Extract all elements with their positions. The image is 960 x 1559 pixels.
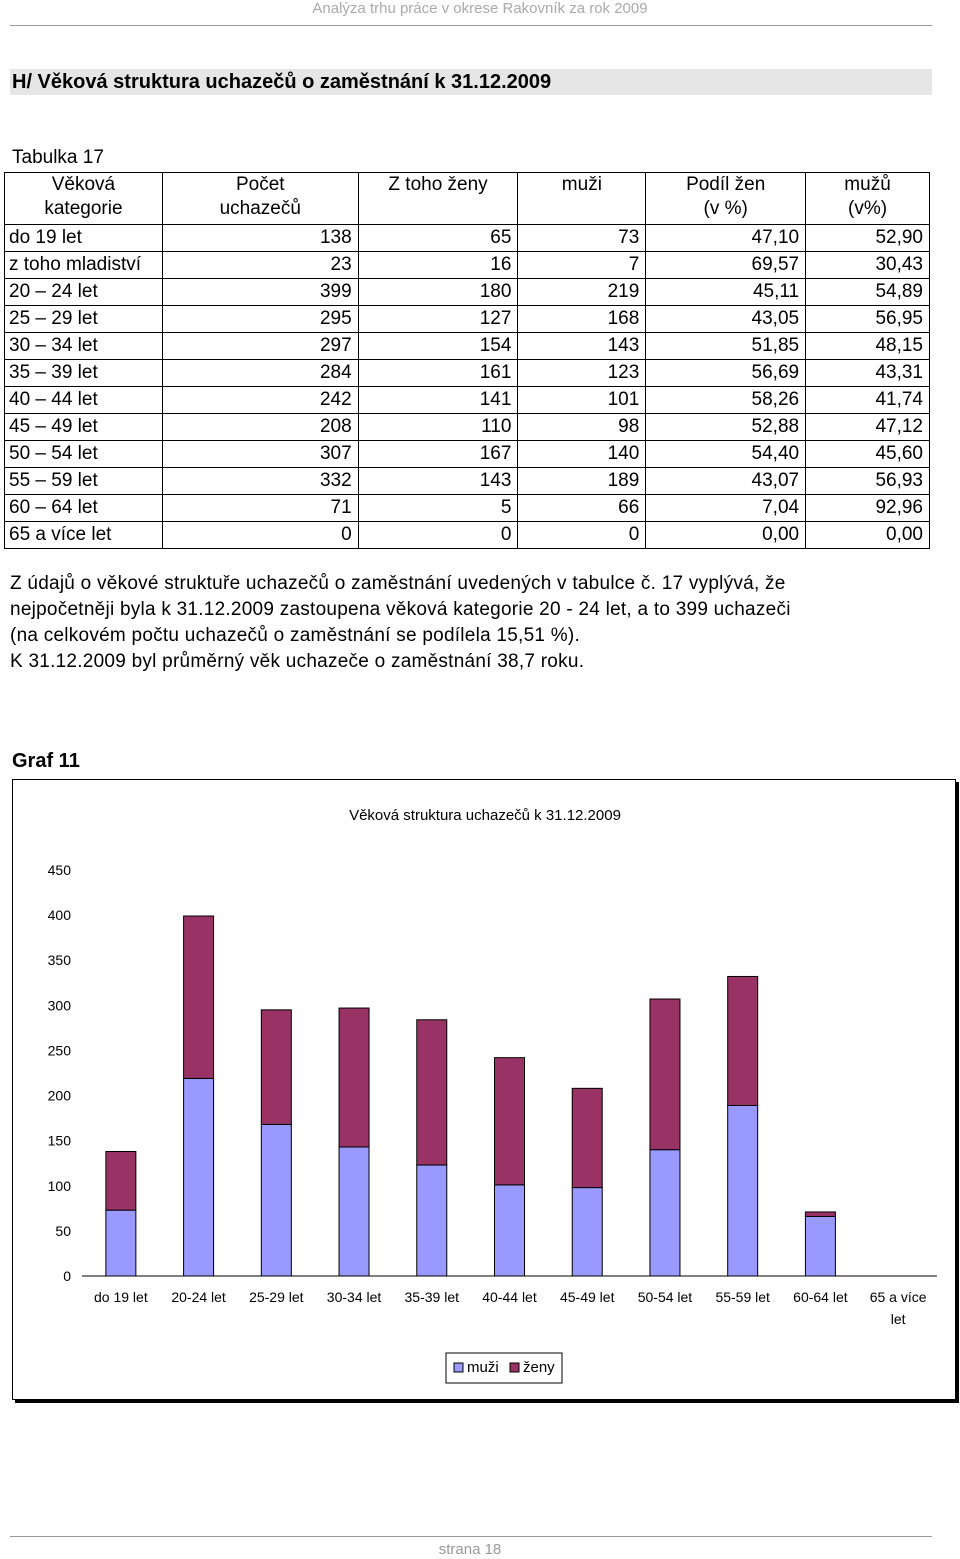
bar-segment-zeny <box>805 1212 835 1217</box>
table-row <box>5 414 930 441</box>
age-category-cell: 30 – 34 let <box>5 333 163 360</box>
x-tick-label: 60-64 let <box>793 1289 848 1305</box>
table-row <box>5 333 930 360</box>
value-cell: 30,43 <box>806 252 930 279</box>
bar-segment-zeny <box>261 1010 291 1125</box>
bar-segment-zeny <box>495 1058 525 1185</box>
value-cell: 52,88 <box>646 414 806 441</box>
bar-segment-muzi <box>261 1124 291 1276</box>
x-tick-label: 25-29 let <box>249 1289 304 1305</box>
value-cell: 332 <box>162 468 358 495</box>
x-tick-label: 65 a více let <box>869 1289 927 1327</box>
column-header-men-share: mužů (v%) <box>806 173 930 225</box>
y-tick-label: 200 <box>47 1087 71 1104</box>
x-tick-label: 50-54 let <box>637 1289 693 1305</box>
value-cell: 48,15 <box>806 333 930 360</box>
value-cell: 101 <box>518 387 646 414</box>
age-category-cell: do 19 let <box>5 225 163 252</box>
value-cell: 399 <box>162 279 358 306</box>
table-row <box>5 495 930 522</box>
bar-segment-muzi <box>650 1150 680 1276</box>
value-cell: 168 <box>518 306 646 333</box>
x-tick-label: 20-24 let <box>171 1289 226 1305</box>
value-cell: 56,95 <box>806 306 930 333</box>
value-cell: 138 <box>162 225 358 252</box>
value-cell: 189 <box>518 468 646 495</box>
age-category-cell: 45 – 49 let <box>5 414 163 441</box>
age-category-cell: 55 – 59 let <box>5 468 163 495</box>
value-cell: 143 <box>518 333 646 360</box>
value-cell: 71 <box>162 495 358 522</box>
graph-caption: Graf 11 <box>12 750 80 772</box>
value-cell: 56,93 <box>806 468 930 495</box>
value-cell: 58,26 <box>646 387 806 414</box>
column-header-men: muži <box>518 173 646 225</box>
value-cell: 43,07 <box>646 468 806 495</box>
bar-segment-muzi <box>184 1078 214 1276</box>
section-heading: H/ Věková struktura uchazečů o zaměstnání k 31.12.2009 <box>10 69 932 95</box>
value-cell: 47,12 <box>806 414 930 441</box>
value-cell: 47,10 <box>646 225 806 252</box>
age-category-cell: 20 – 24 let <box>5 279 163 306</box>
value-cell: 0 <box>162 522 358 549</box>
bar-segment-zeny <box>106 1151 136 1210</box>
summary-line: Z údajů o věkové struktuře uchazečů o zaměstnání uvedených v tabulce č. 17 vyplývá, že <box>10 573 786 594</box>
column-header-women-share: Podíl žen (v %) <box>646 173 806 225</box>
bar-segment-zeny <box>184 916 214 1078</box>
bar-segment-zeny <box>728 976 758 1105</box>
value-cell: 140 <box>518 441 646 468</box>
legend-swatch-muzi <box>454 1363 463 1372</box>
table-row <box>5 252 930 279</box>
y-tick-label: 0 <box>63 1268 71 1284</box>
bar-segment-muzi <box>106 1210 136 1276</box>
value-cell: 54,40 <box>646 441 806 468</box>
value-cell: 7 <box>518 252 646 279</box>
column-header-women: Z toho ženy <box>358 173 518 225</box>
x-tick-label: do 19 let <box>94 1289 148 1305</box>
value-cell: 56,69 <box>646 360 806 387</box>
bar-segment-muzi <box>339 1147 369 1276</box>
table-row <box>5 522 930 549</box>
value-cell: 219 <box>518 279 646 306</box>
value-cell: 295 <box>162 306 358 333</box>
value-cell: 167 <box>358 441 518 468</box>
table-row <box>5 360 930 387</box>
value-cell: 54,89 <box>806 279 930 306</box>
x-tick-label: 55-59 let <box>715 1289 770 1305</box>
value-cell: 161 <box>358 360 518 387</box>
value-cell: 43,05 <box>646 306 806 333</box>
x-tick-label: 45-49 let <box>559 1289 615 1305</box>
y-tick-label: 50 <box>55 1222 71 1239</box>
value-cell: 141 <box>358 387 518 414</box>
chart-title: Věková struktura uchazečů k 31.12.2009 <box>349 807 621 824</box>
table-row <box>5 441 930 468</box>
table-row <box>5 306 930 333</box>
column-header-age-category: Věková kategorie <box>5 173 163 225</box>
table-row <box>5 387 930 414</box>
column-header-applicants: Počet uchazečů <box>162 173 358 225</box>
value-cell: 284 <box>162 360 358 387</box>
value-cell: 41,74 <box>806 387 930 414</box>
header-divider <box>10 25 932 26</box>
value-cell: 7,04 <box>646 495 806 522</box>
value-cell: 69,57 <box>646 252 806 279</box>
value-cell: 5 <box>358 495 518 522</box>
value-cell: 65 <box>358 225 518 252</box>
y-tick-label: 250 <box>47 1042 71 1059</box>
table-row <box>5 468 930 495</box>
value-cell: 0 <box>518 522 646 549</box>
y-tick-label: 150 <box>47 1132 71 1149</box>
value-cell: 66 <box>518 495 646 522</box>
value-cell: 208 <box>162 414 358 441</box>
value-cell: 92,96 <box>806 495 930 522</box>
value-cell: 45,60 <box>806 441 930 468</box>
table-row <box>5 279 930 306</box>
y-tick-label: 400 <box>47 907 71 924</box>
running-header: Analýza trhu práce v okrese Rakovník za rok 2009 <box>312 0 648 17</box>
value-cell: 16 <box>358 252 518 279</box>
value-cell: 307 <box>162 441 358 468</box>
stacked-bar-chart <box>13 780 957 1401</box>
table-row <box>5 225 930 252</box>
summary-line: K 31.12.2009 byl průměrný věk uchazeče o zaměstnání 38,7 roku. <box>10 651 585 672</box>
value-cell: 123 <box>518 360 646 387</box>
bar-segment-muzi <box>495 1185 525 1276</box>
x-tick-label: 35-39 let <box>404 1289 460 1305</box>
table-caption: Tabulka 17 <box>12 147 104 168</box>
value-cell: 180 <box>358 279 518 306</box>
value-cell: 297 <box>162 333 358 360</box>
value-cell: 0,00 <box>646 522 806 549</box>
age-category-cell: 35 – 39 let <box>5 360 163 387</box>
age-category-cell: 50 – 54 let <box>5 441 163 468</box>
age-category-cell: 65 a více let <box>5 522 163 549</box>
value-cell: 143 <box>358 468 518 495</box>
value-cell: 52,90 <box>806 225 930 252</box>
age-category-cell: 40 – 44 let <box>5 387 163 414</box>
age-category-cell: z toho mladiství <box>5 252 163 279</box>
value-cell: 242 <box>162 387 358 414</box>
bar-segment-muzi <box>728 1105 758 1276</box>
bar-segment-muzi <box>805 1216 835 1276</box>
legend-label-zeny: ženy <box>523 1359 555 1376</box>
value-cell: 45,11 <box>646 279 806 306</box>
age-category-cell: 60 – 64 let <box>5 495 163 522</box>
bar-segment-zeny <box>339 1008 369 1147</box>
value-cell: 0,00 <box>806 522 930 549</box>
chart-frame <box>12 779 956 1400</box>
y-tick-label: 350 <box>47 952 71 969</box>
bar-segment-muzi <box>417 1165 447 1276</box>
value-cell: 43,31 <box>806 360 930 387</box>
x-tick-label: 40-44 let <box>482 1289 537 1305</box>
y-tick-label: 300 <box>47 997 71 1014</box>
footer-divider <box>10 1536 932 1537</box>
value-cell: 0 <box>358 522 518 549</box>
value-cell: 127 <box>358 306 518 333</box>
bar-segment-muzi <box>572 1188 602 1276</box>
summary-line: (na celkovém počtu uchazečů o zaměstnání se podílela 15,51 %). <box>10 625 580 646</box>
value-cell: 73 <box>518 225 646 252</box>
page-number: strana 18 <box>438 1541 502 1558</box>
legend-swatch-zeny <box>510 1363 519 1372</box>
bar-segment-zeny <box>572 1088 602 1187</box>
bar-segment-zeny <box>417 1020 447 1165</box>
y-tick-label: 450 <box>47 862 71 878</box>
bar-segment-zeny <box>650 999 680 1150</box>
age-structure-table <box>4 172 930 549</box>
x-tick-label: 30-34 let <box>326 1289 382 1305</box>
table-header-row <box>5 173 930 225</box>
summary-paragraph <box>10 571 930 675</box>
age-category-cell: 25 – 29 let <box>5 306 163 333</box>
legend-label-muzi: muži <box>467 1359 499 1376</box>
value-cell: 23 <box>162 252 358 279</box>
value-cell: 51,85 <box>646 333 806 360</box>
value-cell: 98 <box>518 414 646 441</box>
value-cell: 110 <box>358 414 518 441</box>
summary-line: nejpočetněji byla k 31.12.2009 zastoupena věková kategorie 20 - 24 let, a to 399 uchazeči <box>10 599 791 620</box>
y-tick-label: 100 <box>47 1177 71 1194</box>
value-cell: 154 <box>358 333 518 360</box>
